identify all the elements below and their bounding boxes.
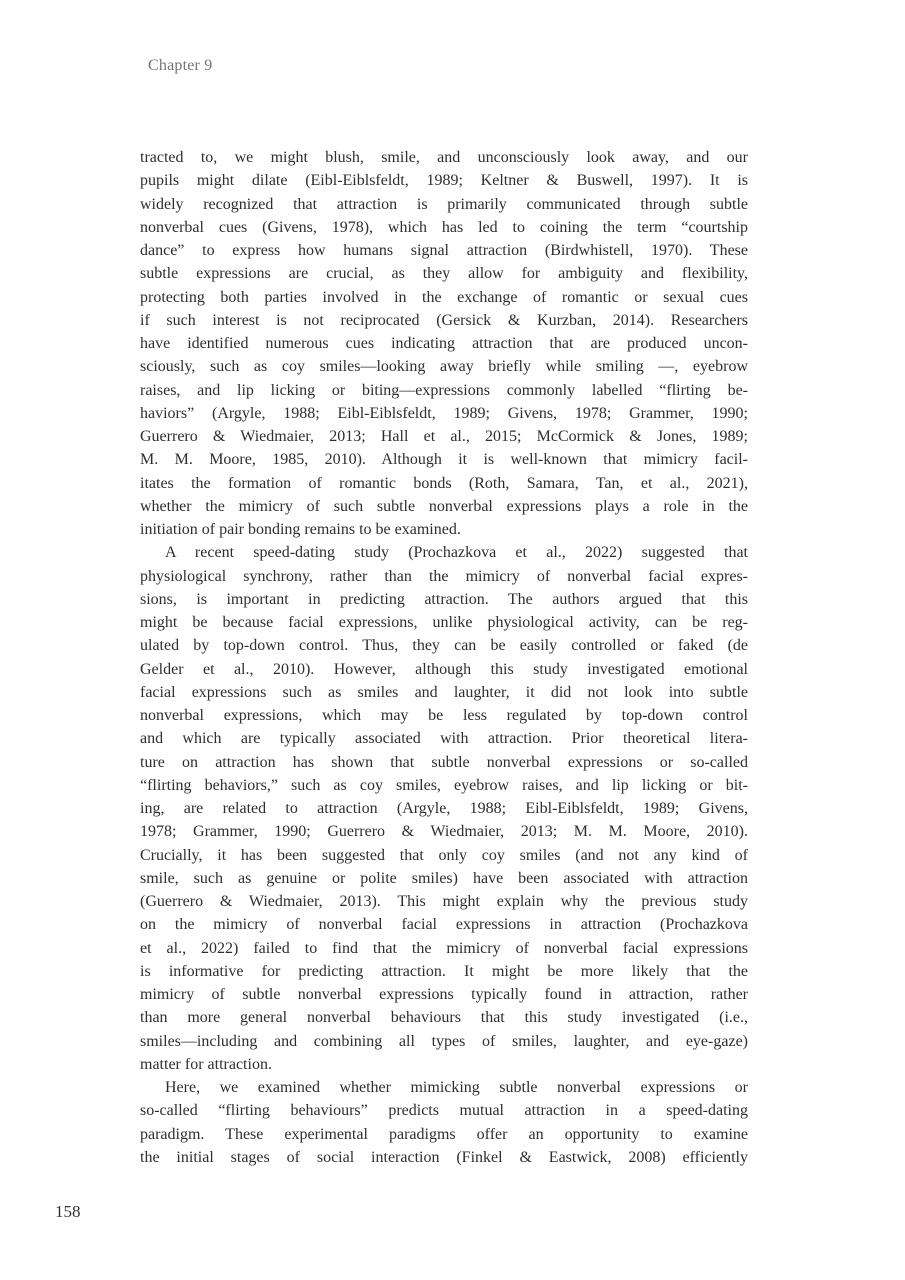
text-line: protecting both parties involved in the exchange of romantic or sexual cues [140,288,748,306]
text-line: smiles—including and combining all types of smiles, laughter, and eye-gaze) [140,1032,748,1050]
text-line: raises, and lip licking or biting—expressions commonly labelled “flirting be- [140,381,748,399]
text-line: pupils might dilate (Eibl-Eiblsfeldt, 1989; Keltner & Buswell, 1997). It is [140,172,748,190]
text-line: ulated by top-down control. Thus, they can be easily controlled or faked (de [140,637,748,655]
text-line: matter for attraction. [140,1055,272,1073]
text-line: initiation of pair bonding remains to be examined. [140,521,461,538]
text-line: itates the formation of romantic bonds (Roth, Samara, Tan, et al., 2021), [140,474,748,492]
text-line: et al., 2022) failed to find that the mimicry of nonverbal facial expressions [140,939,748,957]
text-line: Here, we examined whether mimicking subtle nonverbal expressions or [165,1079,748,1096]
text-line: ture on attraction has shown that subtle nonverbal expressions or so-called [140,753,748,771]
text-line: Gelder et al., 2010). However, although this study investigated emotional [140,660,748,678]
page-number: 158 [55,1202,81,1221]
text-line: paradigm. These experimental paradigms offer an opportunity to examine [140,1125,748,1143]
text-line: sciously, such as coy smiles—looking away briefly while smiling —, eyebrow [140,358,748,376]
text-line: so-called “flirting behaviours” predicts mutual attraction in a speed-dating [140,1102,748,1120]
text-line: physiological synchrony, rather than the mimicry of nonverbal facial expres- [140,567,748,585]
text-line: facial expressions such as smiles and laughter, it did not look into subtle [140,683,748,701]
text-line: Guerrero & Wiedmaier, 2013; Hall et al., 2015; McCormick & Jones, 1989; [140,428,748,445]
text-line: ing, are related to attraction (Argyle, 1988; Eibl-Eiblsfeldt, 1989; Givens, [140,800,748,817]
text-line: smile, such as genuine or polite smiles) have been associated with attraction [140,869,748,887]
text-line: is informative for predicting attraction. It might be more likely that the [140,962,748,980]
text-line: whether the mimicry of such subtle nonverbal expressions plays a role in the [140,497,748,515]
text-line: nonverbal expressions, which may be less regulated by top-down control [140,707,748,724]
text-line: on the mimicry of nonverbal facial expressions in attraction (Prochazkova [140,916,748,934]
text-line: nonverbal cues (Givens, 1978), which has led to coining the term “courtship [140,218,748,236]
text-line: the initial stages of social interaction (Finkel & Eastwick, 2008) efficiently [140,1148,748,1166]
text-line: dance” to express how humans signal attraction (Birdwhistell, 1970). These [140,242,748,259]
text-line: might be because facial expressions, unlike physiological activity, can be reg- [140,614,748,631]
text-line: (Guerrero & Wiedmaier, 2013). This might explain why the previous study [140,893,748,910]
text-line: Crucially, it has been suggested that only coy smiles (and not any kind of [140,846,748,864]
text-line: mimicry of subtle nonverbal expressions typically found in attraction, rather [140,986,748,1003]
text-line: sions, is important in predicting attraction. The authors argued that this [140,590,748,608]
text-line: A recent speed-dating study (Prochazkova et al., 2022) suggested that [165,544,748,562]
text-line: than more general nonverbal behaviours that this study investigated (i.e., [140,1009,748,1027]
text-block [140,146,748,1169]
text-line: subtle expressions are crucial, as they allow for ambiguity and flexibility, [140,265,748,283]
text-line: widely recognized that attraction is primarily communicated through subtle [140,195,748,213]
text-line: haviors” (Argyle, 1988; Eibl-Eiblsfeldt, 1989; Givens, 1978; Grammer, 1990; [140,404,748,422]
text-line: tracted to, we might blush, smile, and unconsciously look away, and our [140,149,748,166]
text-line: if such interest is not reciprocated (Gersick & Kurzban, 2014). Researchers [140,311,748,329]
text-line: and which are typically associated with attraction. Prior theoretical litera- [140,730,748,748]
text-line: M. M. Moore, 1985, 2010). Although it is well-known that mimicry facil- [140,451,748,469]
text-line: 1978; Grammer, 1990; Guerrero & Wiedmaier, 2013; M. M. Moore, 2010). [140,823,748,841]
text-line: “flirting behaviors,” such as coy smiles, eyebrow raises, and lip licking or bit- [140,776,748,794]
running-header-chapter: Chapter 9 [148,57,213,74]
text-line: have identified numerous cues indicating attraction that are produced uncon- [140,335,748,352]
